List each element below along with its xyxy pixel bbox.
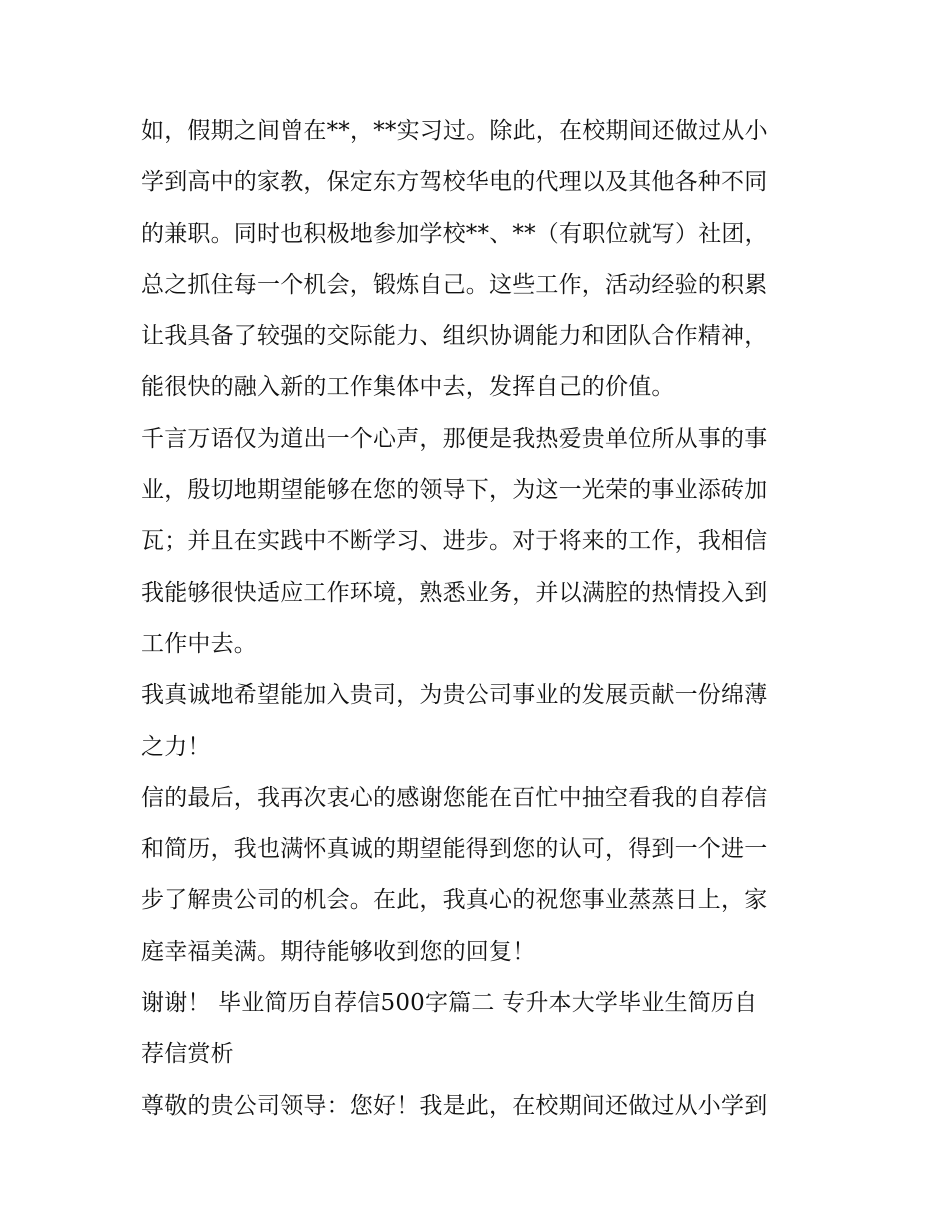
text-line: 我真诚地希望能加入贵司，为贵公司事业的发展贡献一份绵薄	[141, 682, 768, 709]
text-line: 让我具备了较强的交际能力、组织协调能力和团队合作精神，	[141, 323, 768, 350]
text-line: 业，殷切地期望能够在您的领导下，为这一光荣的事业添砖加	[141, 477, 768, 504]
text-line: 之力！	[141, 733, 211, 760]
text-line: 如，假期之间曾在**，**实习过。除此，在校期间还做过从小	[141, 118, 768, 144]
text-line: 庭幸福美满。期待能够收到您的回复！	[141, 938, 536, 965]
document-body	[141, 106, 816, 1132]
text-line: 能很快的融入新的工作集体中去，发挥自己的价值。	[141, 374, 675, 401]
text-line: 谢谢！ 毕业简历自荐信500字篇二 专升本大学毕业生简历自	[141, 990, 758, 1017]
text-line: 千言万语仅为道出一个心声，那便是我热爱贵单位所从事的事	[141, 425, 768, 452]
text-line: 总之抓住每一个机会，锻炼自己。这些工作，活动经验的积累	[141, 271, 768, 298]
text-line: 工作中去。	[141, 630, 257, 657]
text-line: 和简历，我也满怀真诚的期望能得到您的认可，得到一个进一	[141, 836, 768, 863]
text-line: 荐信赏析	[141, 1041, 234, 1068]
text-line: 的兼职。同时也积极地参加学校**、**（有职位就写）社团，	[141, 220, 768, 247]
text-line: 学到高中的家教，保定东方驾校华电的代理以及其他各种不同	[141, 169, 768, 196]
text-line: 尊敬的贵公司领导：您好！我是此，在校期间还做过从小学到	[141, 1092, 768, 1119]
text-line: 我能够很快适应工作环境，熟悉业务，并以满腔的热情投入到	[141, 579, 768, 606]
text-line: 步了解贵公司的机会。在此，我真心的祝您事业蒸蒸日上，家	[141, 887, 768, 914]
text-line: 信的最后，我再次衷心的感谢您能在百忙中抽空看我的自荐信	[141, 784, 768, 811]
text-line: 瓦；并且在实践中不断学习、进步。对于将来的工作，我相信	[141, 528, 768, 555]
